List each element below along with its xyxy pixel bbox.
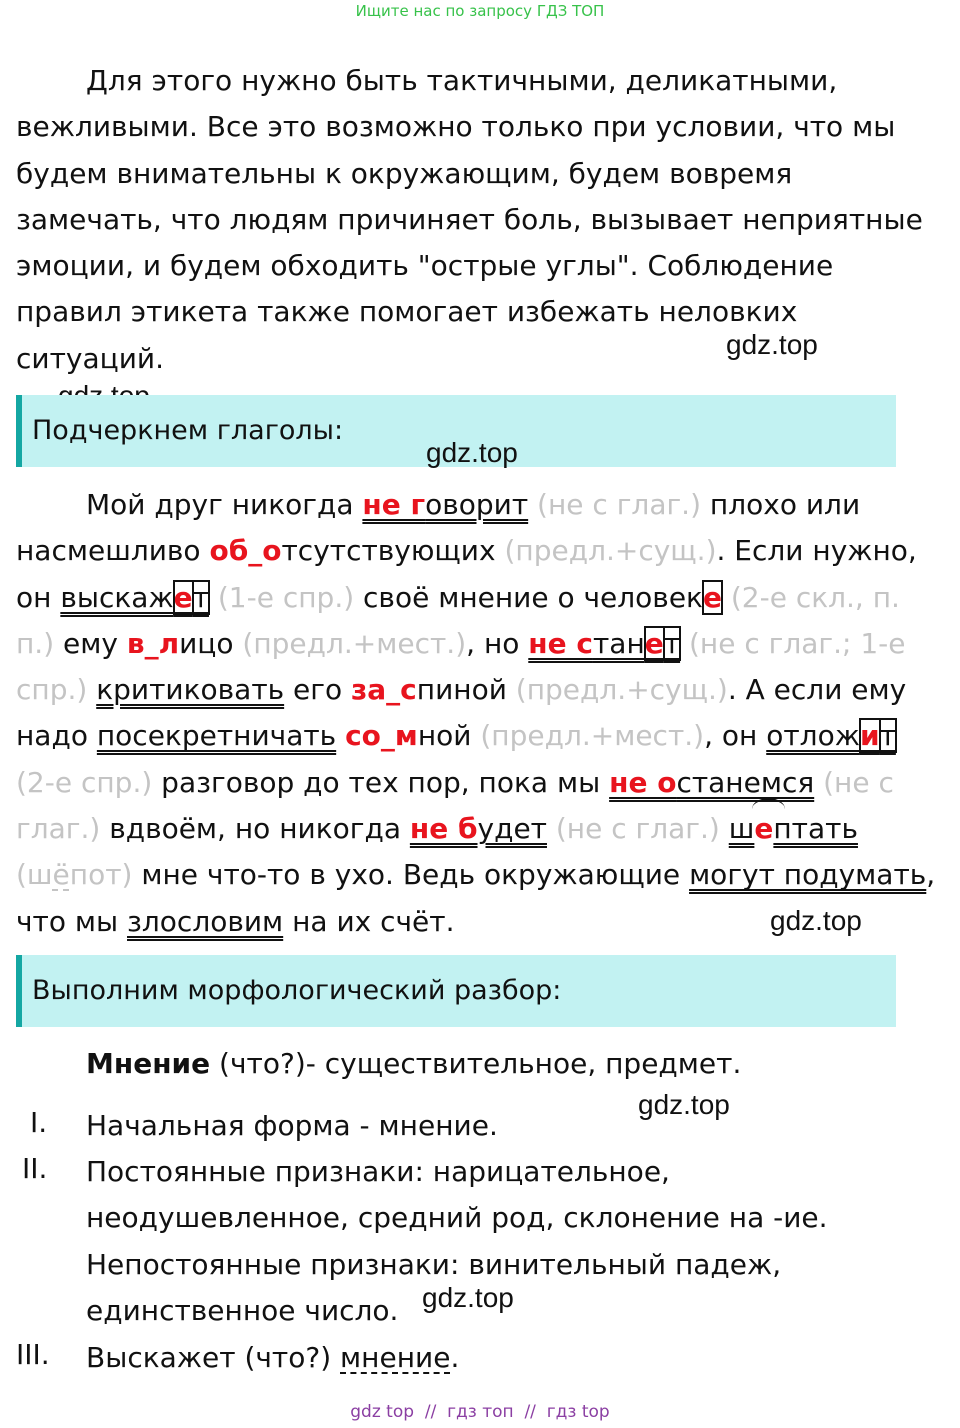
grammar-note: (предл.+сущ.) xyxy=(506,673,728,707)
list-number: I. xyxy=(30,1106,48,1139)
verb-underline: не станет xyxy=(528,626,681,660)
grammar-note: (1-е спр.) xyxy=(208,580,355,614)
list-number: III. xyxy=(16,1338,50,1371)
verb-underline: выскажет xyxy=(60,580,209,614)
grammar-note: (предл.+мест.) xyxy=(233,626,467,660)
ending-box: т xyxy=(663,626,681,660)
grammar-note: (2-е спр.) xyxy=(16,765,153,799)
spelling-mark: об_о xyxy=(209,534,282,568)
section-header-analysis xyxy=(16,955,896,1027)
grammar-note: (предл.+сущ.) xyxy=(495,534,717,568)
grammar-note: (не с глаг.) xyxy=(546,812,720,846)
grammar-note: (не с глаг.) xyxy=(528,488,702,521)
object-underline: мнение xyxy=(340,1341,451,1374)
verb-underline: не говорит xyxy=(362,488,529,521)
watermark: gdz.top xyxy=(770,905,862,936)
verbs-paragraph: Мой друг никогда не говорит (не с глаг.) плохо или насмешливо об_отсутствующих (предл.+сущ.). Если нужно, он выскажет (1-е спр.) своё мнение о человеке (2-е скл., п. п.) ему в_лицо (предл.+мест.), но не станет (не с глаг.; 1-е спр.) критиковать его за_спиной (предл.+сущ.). А если ему надо посекретничать со_мной (предл.+мест.), он отложит (2-е спр.) разговор до тех пор, пока мы не останемся (не с глаг.) вдвоём, но никогда не будет (не с глаг.) шептать (шёпот) мне что-то в ухо. Ведь окружающие могут подумать, что мы злословим на их счёт. xyxy=(16,488,936,938)
analysis-heading: Мнение (что?)- существительное, предмет. xyxy=(86,1047,742,1080)
verb-underline: шептать xyxy=(729,812,858,845)
list-item: Постоянные признаки: нарицательное, неодушевленное, средний род, склонение на -ие. xyxy=(86,1155,828,1235)
watermark: gdz.top xyxy=(422,1282,514,1313)
list-item: Выскажет (что?) мнение. xyxy=(86,1341,460,1374)
list-item: Непостоянные признаки: винительный падеж, единственное число. xyxy=(86,1248,782,1328)
list-number: II. xyxy=(22,1152,48,1185)
ending-box: т xyxy=(879,719,896,753)
watermark: gdz.top xyxy=(638,1089,730,1120)
grammar-note: (не с глаг.; 1-е спр.) xyxy=(16,626,906,707)
ending-box: е xyxy=(173,580,193,614)
grammar-note: (не с глаг.) xyxy=(16,765,894,846)
verb-underline: не останемся xyxy=(609,765,815,799)
spelling-mark: за_с xyxy=(351,673,417,707)
ending-box: т xyxy=(192,580,209,614)
footer-links[interactable]: gdz top // гдз топ // гдз top xyxy=(350,1402,610,1422)
list-item: Начальная форма - мнение. xyxy=(86,1109,498,1142)
root-arc: е xyxy=(754,806,773,852)
verb-underline: не будет xyxy=(409,812,547,846)
grammar-note: (предл.+мест.) xyxy=(471,719,705,753)
intro-text: Для этого нужно быть тактичными, деликатными, вежливыми. Все это возможно только при условии, что мы будем внимательны к окружающим, будем вовремя замечать, что людям причиняет боль, вызывает неприятные эмоции, и будем обходить "острые углы". Соблюдение правил этикета также помогает избежать неловких ситуаций. xyxy=(16,64,923,375)
grammar-note: (шёпот) xyxy=(16,858,133,892)
ending-box: е xyxy=(644,626,664,660)
section-title: Выполним морфологический разбор: xyxy=(32,975,562,1006)
section-title: Подчеркнем глаголы: xyxy=(32,415,344,446)
spelling-mark: в_л xyxy=(126,626,180,660)
ending-box: и xyxy=(859,719,880,753)
analysis-word: Мнение xyxy=(86,1047,211,1080)
spelling-mark: со_м xyxy=(345,719,418,753)
watermark: gdz.top xyxy=(426,437,518,468)
verb-underline: отложит xyxy=(766,719,896,753)
ending-box: е xyxy=(702,580,722,614)
grammar-note: (2-е скл., п. п.) xyxy=(16,580,900,660)
verb-underline: могут подумать xyxy=(689,858,927,892)
top-banner: Ищите нас по запросу ГДЗ ТОП xyxy=(355,2,605,20)
verb-underline: злословим xyxy=(127,904,284,938)
verb-underline: посекретничать xyxy=(96,719,337,753)
verb-underline: критиковать xyxy=(96,673,285,707)
watermark: gdz.top xyxy=(726,329,818,360)
